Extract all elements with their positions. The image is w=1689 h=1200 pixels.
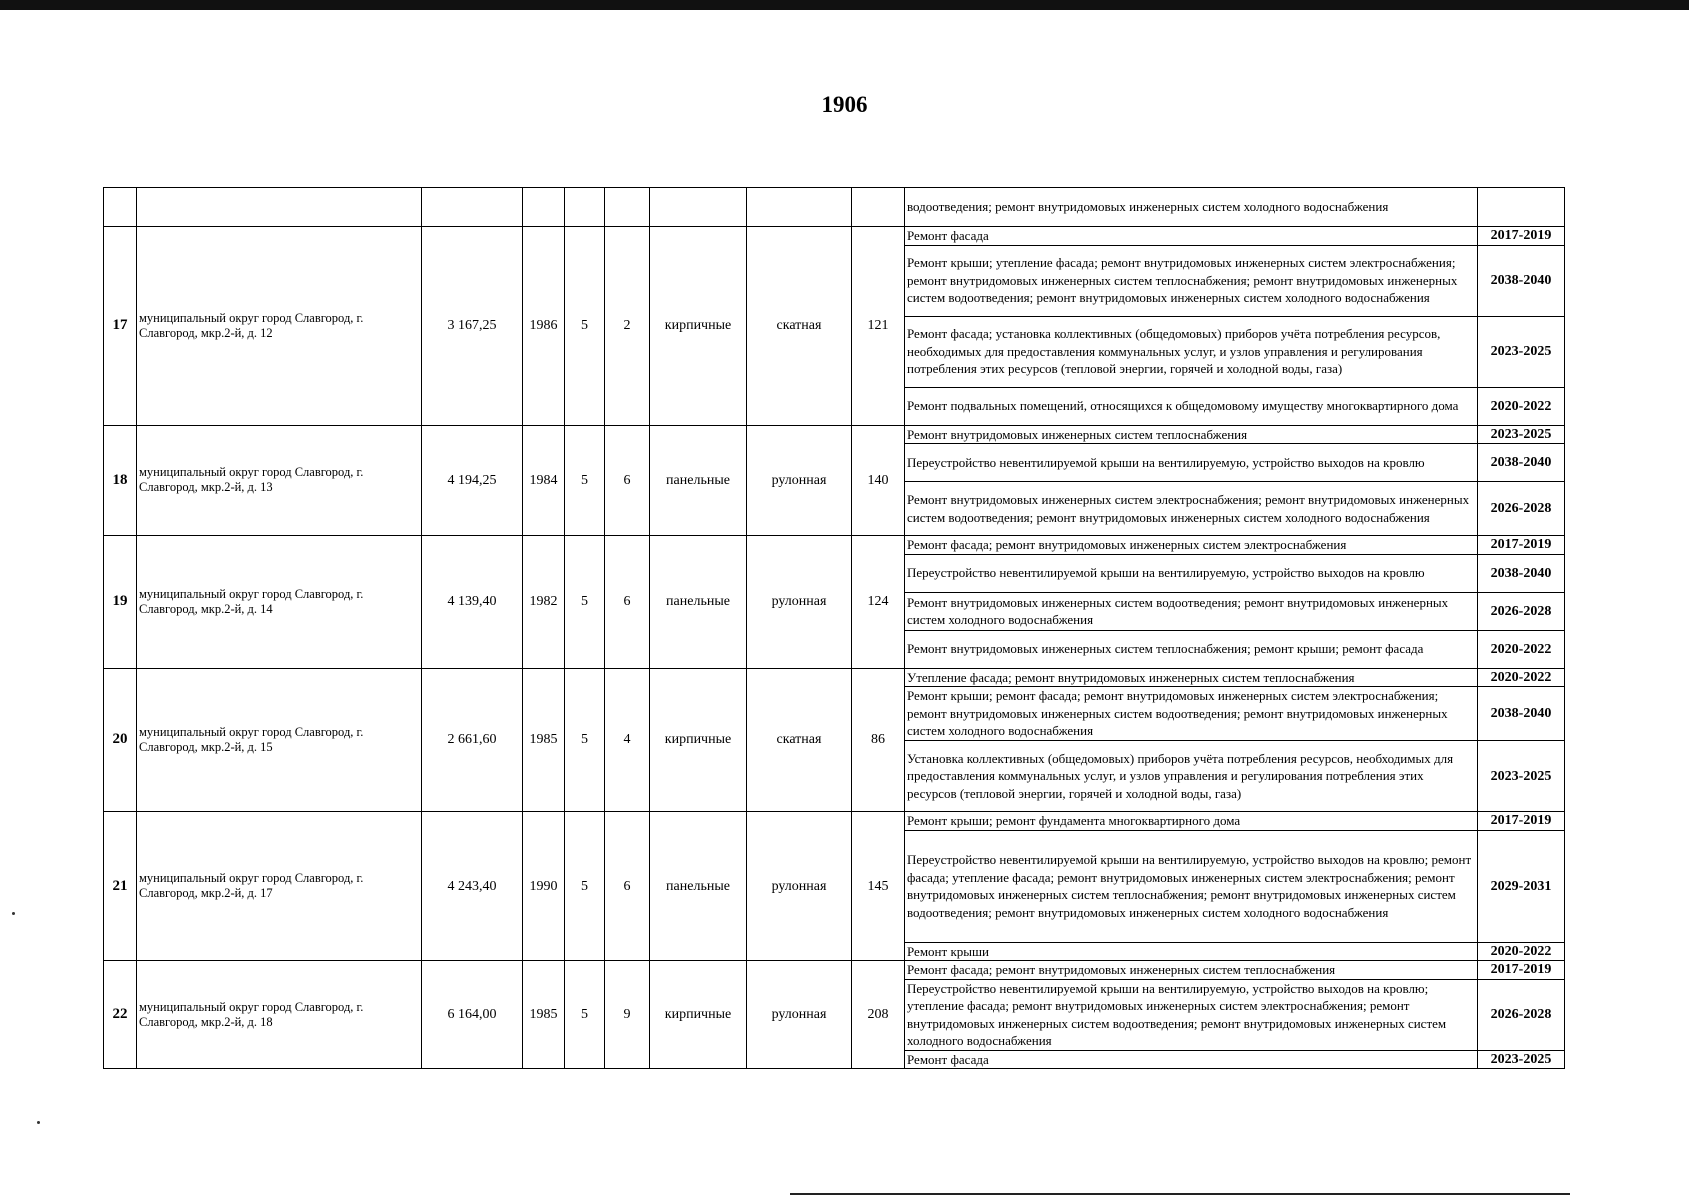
table-row (104, 536, 1565, 555)
table-row (104, 425, 1565, 444)
build-year: 1990 (523, 812, 565, 961)
work-description: Ремонт внутридомовых инженерных систем электроснабжения; ремонт внутридомовых инженерных систем водоотведения; ремонт внутридомовых инженерных систем холодного водоснабжения (905, 482, 1478, 536)
wall-material: панельные (650, 812, 747, 961)
work-period: 2026-2028 (1478, 979, 1565, 1050)
entrances-count: 6 (605, 536, 650, 669)
floors-count: 5 (565, 536, 605, 669)
work-description: Ремонт фасада; установка коллективных (общедомовых) приборов учёта потребления ресурсов, необходимых для предоставления коммунальных услуг, и узлов управления и регулирования потребления этих ресурсов (тепловой энергии, горячей и холодной воды, газа) (905, 316, 1478, 387)
wall-material: кирпичные (650, 961, 747, 1069)
work-description: Ремонт фасада (905, 1050, 1478, 1069)
residents-count: 86 (852, 668, 905, 812)
total-area: 4 194,25 (422, 425, 523, 536)
row-number: 18 (104, 425, 137, 536)
scan-top-border (0, 0, 1689, 10)
work-description: Ремонт крыши; ремонт фасада; ремонт внутридомовых инженерных систем электроснабжения; ремонт внутридомовых инженерных систем водоотведения; ремонт внутридомовых инженерных систем холодного водоснабжения (905, 687, 1478, 741)
wall-material: кирпичные (650, 668, 747, 812)
entrances-count: 6 (605, 812, 650, 961)
roof-type: рулонная (747, 812, 852, 961)
work-description: Ремонт внутридомовых инженерных систем теплоснабжения (905, 425, 1478, 444)
work-period: 2026-2028 (1478, 592, 1565, 630)
entrances-count: 4 (605, 668, 650, 812)
work-period: 2017-2019 (1478, 812, 1565, 831)
scan-speck (37, 1121, 40, 1124)
build-year: 1985 (523, 668, 565, 812)
empty-cell (852, 188, 905, 227)
residents-count: 124 (852, 536, 905, 669)
floors-count: 5 (565, 227, 605, 426)
row-number: 22 (104, 961, 137, 1069)
work-period: 2020-2022 (1478, 387, 1565, 425)
empty-cell (605, 188, 650, 227)
entrances-count: 6 (605, 425, 650, 536)
total-area: 4 139,40 (422, 536, 523, 669)
work-period: 2017-2019 (1478, 227, 1565, 246)
work-description: Переустройство невентилируемой крыши на вентилируемую, устройство выходов на кровлю; утепление фасада; ремонт внутридомовых инженерных систем электроснабжения; ремонт внутридомовых инженерных систем водоотведения; ремонт внутридомовых инженерных систем холодного водоснабжения (905, 979, 1478, 1050)
work-period: 2038-2040 (1478, 687, 1565, 741)
table-row (104, 961, 1565, 980)
empty-cell (422, 188, 523, 227)
roof-type: рулонная (747, 425, 852, 536)
work-description: Ремонт внутридомовых инженерных систем теплоснабжения; ремонт крыши; ремонт фасада (905, 630, 1478, 668)
floors-count: 5 (565, 668, 605, 812)
housing-repair-table (103, 187, 1565, 1069)
table-body (104, 188, 1565, 1069)
house-address: муниципальный округ город Славгород, г. Славгород, мкр.2-й, д. 18 (137, 961, 422, 1069)
page-number: 1906 (821, 92, 868, 117)
build-year: 1982 (523, 536, 565, 669)
work-period: 2017-2019 (1478, 536, 1565, 555)
floors-count: 5 (565, 812, 605, 961)
total-area: 6 164,00 (422, 961, 523, 1069)
scan-bottom-line (790, 1193, 1570, 1195)
build-year: 1985 (523, 961, 565, 1069)
work-description: Установка коллективных (общедомовых) приборов учёта потребления ресурсов, необходимых для предоставления коммунальных услуг, и узлов управления и регулирования потребления этих ресурсов (тепловой энергии, горячей и холодной воды, газа) (905, 741, 1478, 812)
work-period: 2017-2019 (1478, 961, 1565, 980)
row-number: 17 (104, 227, 137, 426)
empty-cell (137, 188, 422, 227)
work-description: Ремонт подвальных помещений, относящихся к общедомовому имуществу многоквартирного дома (905, 387, 1478, 425)
roof-type: рулонная (747, 536, 852, 669)
scan-speck (12, 912, 15, 915)
table-row (104, 668, 1565, 687)
work-period: 2023-2025 (1478, 316, 1565, 387)
work-period: 2038-2040 (1478, 554, 1565, 592)
residents-count: 208 (852, 961, 905, 1069)
house-address: муниципальный округ город Славгород, г. Славгород, мкр.2-й, д. 17 (137, 812, 422, 961)
work-description: Ремонт фасада (905, 227, 1478, 246)
work-description: водоотведения; ремонт внутридомовых инженерных систем холодного водоснабжения (905, 188, 1478, 227)
work-description: Ремонт крыши (905, 942, 1478, 961)
work-description: Утепление фасада; ремонт внутридомовых инженерных систем теплоснабжения (905, 668, 1478, 687)
work-description: Переустройство невентилируемой крыши на вентилируемую, устройство выходов на кровлю (905, 444, 1478, 482)
residents-count: 121 (852, 227, 905, 426)
roof-type: скатная (747, 227, 852, 426)
table-row (104, 227, 1565, 246)
empty-cell (523, 188, 565, 227)
table-row-continuation (104, 188, 1565, 227)
work-period: 2020-2022 (1478, 942, 1565, 961)
work-period: 2020-2022 (1478, 668, 1565, 687)
work-period: 2038-2040 (1478, 444, 1565, 482)
work-description: Переустройство невентилируемой крыши на вентилируемую, устройство выходов на кровлю (905, 554, 1478, 592)
entrances-count: 2 (605, 227, 650, 426)
build-year: 1986 (523, 227, 565, 426)
empty-cell (104, 188, 137, 227)
work-description: Ремонт фасада; ремонт внутридомовых инженерных систем электроснабжения (905, 536, 1478, 555)
wall-material: панельные (650, 536, 747, 669)
floors-count: 5 (565, 425, 605, 536)
floors-count: 5 (565, 961, 605, 1069)
work-period: 2026-2028 (1478, 482, 1565, 536)
row-number: 21 (104, 812, 137, 961)
work-period: 2020-2022 (1478, 630, 1565, 668)
row-number: 20 (104, 668, 137, 812)
house-address: муниципальный округ город Славгород, г. Славгород, мкр.2-й, д. 13 (137, 425, 422, 536)
empty-cell (565, 188, 605, 227)
house-address: муниципальный округ город Славгород, г. Славгород, мкр.2-й, д. 15 (137, 668, 422, 812)
roof-type: рулонная (747, 961, 852, 1069)
total-area: 2 661,60 (422, 668, 523, 812)
residents-count: 145 (852, 812, 905, 961)
work-description: Переустройство невентилируемой крыши на вентилируемую, устройство выходов на кровлю; ремонт фасада; утепление фасада; ремонт внутридомовых инженерных систем электроснабжения; ремонт внутридомовых инженерных систем теплоснабжения; ремонт внутридомовых инженерных систем водоотведения; ремонт внутридомовых инженерных систем холодного водоснабжения (905, 830, 1478, 942)
work-period: 2038-2040 (1478, 245, 1565, 316)
empty-cell (747, 188, 852, 227)
wall-material: кирпичные (650, 227, 747, 426)
work-period: 2023-2025 (1478, 741, 1565, 812)
empty-cell (650, 188, 747, 227)
roof-type: скатная (747, 668, 852, 812)
entrances-count: 9 (605, 961, 650, 1069)
row-number: 19 (104, 536, 137, 669)
wall-material: панельные (650, 425, 747, 536)
work-description: Ремонт фасада; ремонт внутридомовых инженерных систем теплоснабжения (905, 961, 1478, 980)
table-row (104, 812, 1565, 831)
house-address: муниципальный округ город Славгород, г. Славгород, мкр.2-й, д. 14 (137, 536, 422, 669)
work-period: 2029-2031 (1478, 830, 1565, 942)
build-year: 1984 (523, 425, 565, 536)
total-area: 3 167,25 (422, 227, 523, 426)
work-period: 2023-2025 (1478, 425, 1565, 444)
total-area: 4 243,40 (422, 812, 523, 961)
work-period: 2023-2025 (1478, 1050, 1565, 1069)
house-address: муниципальный округ город Славгород, г. Славгород, мкр.2-й, д. 12 (137, 227, 422, 426)
residents-count: 140 (852, 425, 905, 536)
work-period (1478, 188, 1565, 227)
work-description: Ремонт крыши; утепление фасада; ремонт внутридомовых инженерных систем электроснабжения; ремонт внутридомовых инженерных систем теплоснабжения; ремонт внутридомовых инженерных систем водоотведения; ремонт внутридомовых инженерных систем холодного водоснабжения (905, 245, 1478, 316)
work-description: Ремонт крыши; ремонт фундамента многоквартирного дома (905, 812, 1478, 831)
work-description: Ремонт внутридомовых инженерных систем водоотведения; ремонт внутридомовых инженерных систем холодного водоснабжения (905, 592, 1478, 630)
